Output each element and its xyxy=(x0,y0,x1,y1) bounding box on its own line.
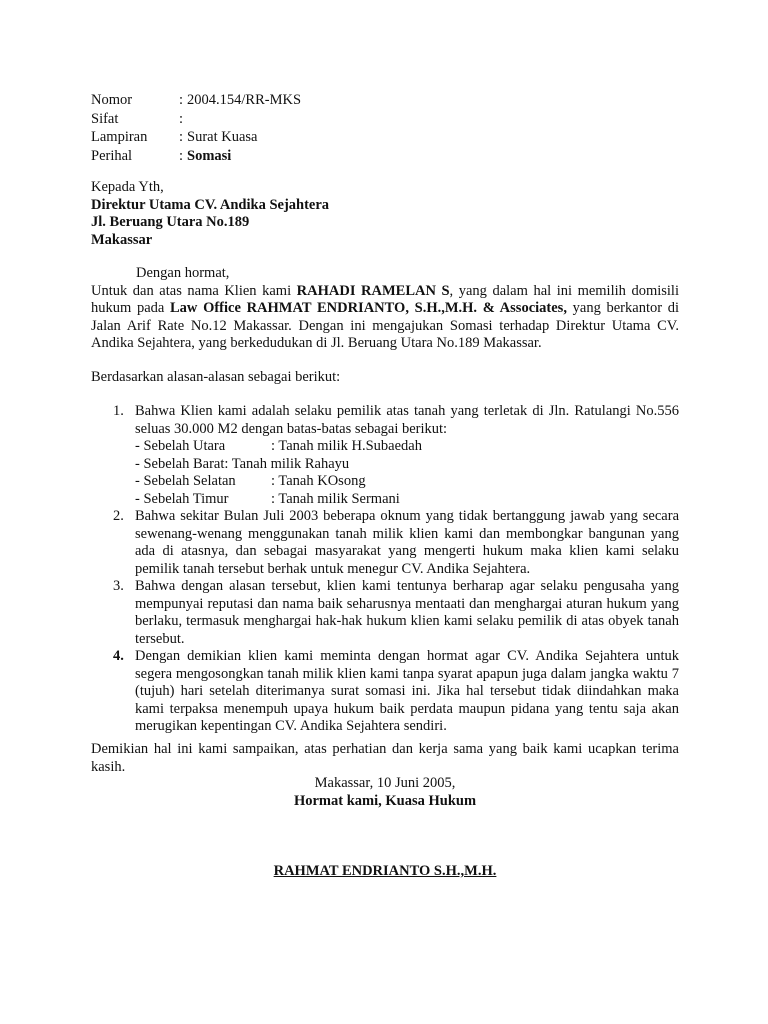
list-number: 3. xyxy=(113,578,124,594)
recipient-greeting: Kepada Yth, xyxy=(91,179,164,195)
recipient-city: Makassar xyxy=(91,231,153,248)
header-colon: : xyxy=(179,129,184,145)
header-colon: : xyxy=(179,92,184,108)
header-value: Surat Kuasa xyxy=(187,129,258,145)
signature-name xyxy=(91,863,679,881)
list-item xyxy=(91,578,679,648)
opening-text-c: yang berkantor di Jalan Arif Rate No.12 Makassar. Dengan ini mengajukan Somasi terhadap Direktur Utama CV. Andika Sejahtera, yang berkedudukan di Jl. Beruang Utara No.189 Makassar. xyxy=(91,300,679,351)
header-row-lampiran xyxy=(91,129,679,148)
opening-text-a: Untuk dan atas nama Klien kami xyxy=(91,282,297,299)
list-item xyxy=(91,403,679,508)
opening-paragraph xyxy=(91,283,679,353)
header-row-nomor xyxy=(91,92,679,111)
header-label: Perihal xyxy=(91,147,133,164)
border-west: - Sebelah Barat: Tanah milik Rahayu xyxy=(135,455,350,472)
letter-header xyxy=(91,92,679,166)
signature-regards: Hormat kami, Kuasa Hukum xyxy=(293,793,477,809)
border-label: - Sebelah Timur xyxy=(135,490,229,507)
reasons-list xyxy=(91,403,679,736)
opening-block xyxy=(91,265,679,353)
client-name: RAHADI RAMELAN S xyxy=(296,282,450,299)
border-value: : Tanah milik Sermani xyxy=(271,490,400,507)
list-item xyxy=(91,508,679,578)
list-item-text: Dengan demikian klien kami meminta dengan hormat agar CV. Andika Sejahtera untuk segera mengosongkan tanah milik klien kami tanpa syarat apapun juga dalam jangka waktu 7 (tujuh) hari setelah diterimanya surat somasi ini. Jika hal tersebut tidak diindahkan maka kami terpaksa menempuh upaya hukum baik perdata maupun pidana yang tentu saja akan merugikan kepentingan CV. Andika Sejahtera sendiri. xyxy=(135,648,679,734)
header-colon: : xyxy=(179,110,184,127)
header-row-perihal xyxy=(91,148,679,167)
border-north xyxy=(135,438,679,456)
salutation: Dengan hormat, xyxy=(136,265,230,281)
header-value: 2004.154/RR-MKS xyxy=(187,92,302,108)
law-office-name: Law Office RAHMAT ENDRIANTO, S.H.,M.H. & Associates, xyxy=(170,300,567,316)
header-label: Sifat xyxy=(91,110,119,127)
recipient-name: Direktur Utama CV. Andika Sejahtera xyxy=(91,196,330,213)
header-label: Lampiran xyxy=(91,129,148,145)
list-item-text: Bahwa dengan alasan tersebut, klien kami tentunya berharap agar selaku pengusaha yang mempunyai reputasi dan nama baik seharusnya mentaati dan menghargai aturan hukum yang berlaku, termasuk menghargai hak-hak hukum klien kami selaku pemilik di atas obyek tanah tersebut. xyxy=(135,578,679,647)
list-number: 4. xyxy=(113,648,124,664)
signatory-name: RAHMAT ENDRIANTO S.H.,M.H. xyxy=(273,863,497,879)
list-item xyxy=(91,648,679,736)
header-label: Nomor xyxy=(91,92,133,108)
list-item-text: Bahwa Klien kami adalah selaku pemilik atas tanah yang terletak di Jln. Ratulangi No.556 seluas 30.000 M2 dengan batas-batas sebagai berikut: xyxy=(135,403,679,437)
closing-paragraph: Demikian hal ini kami sampaikan, atas perhatian dan kerja sama yang baik kami ucapkan terima kasih. xyxy=(91,741,679,775)
border-value: : Tanah milik H.Subaedah xyxy=(271,438,422,454)
border-south xyxy=(135,473,679,491)
list-number: 2. xyxy=(113,508,124,524)
border-value: : Tanah KOsong xyxy=(271,473,366,489)
header-row-sifat xyxy=(91,111,679,130)
border-label: - Sebelah Selatan xyxy=(135,473,236,489)
reasons-intro: Berdasarkan alasan-alasan sebagai berikut: xyxy=(91,369,341,385)
header-value-subject: Somasi xyxy=(187,147,232,164)
list-item-text: Bahwa sekitar Bulan Juli 2003 beberapa oknum yang tidak bertanggung jawab yang secara sewenang-wenang menggunakan tanah milik klien kami dan membongkar bangunan yang ada di atasnya, dan sebagai masyarakat yang mengerti hukum maka klien kami selaku pemilik tanah tersebut berhak untuk menegur CV. Andika Sejahtera. xyxy=(135,508,679,577)
recipient-address: Jl. Beruang Utara No.189 xyxy=(91,214,250,230)
signature-place-date: Makassar, 10 Juni 2005, xyxy=(314,775,456,791)
opening-text-b: , yang dalam hal ini memilih domisili hukum pada xyxy=(91,282,679,316)
border-east xyxy=(135,491,679,509)
list-number: 1. xyxy=(113,403,124,419)
header-colon: : xyxy=(179,147,184,164)
border-label: - Sebelah Utara xyxy=(135,438,226,454)
recipient-block xyxy=(91,179,679,249)
